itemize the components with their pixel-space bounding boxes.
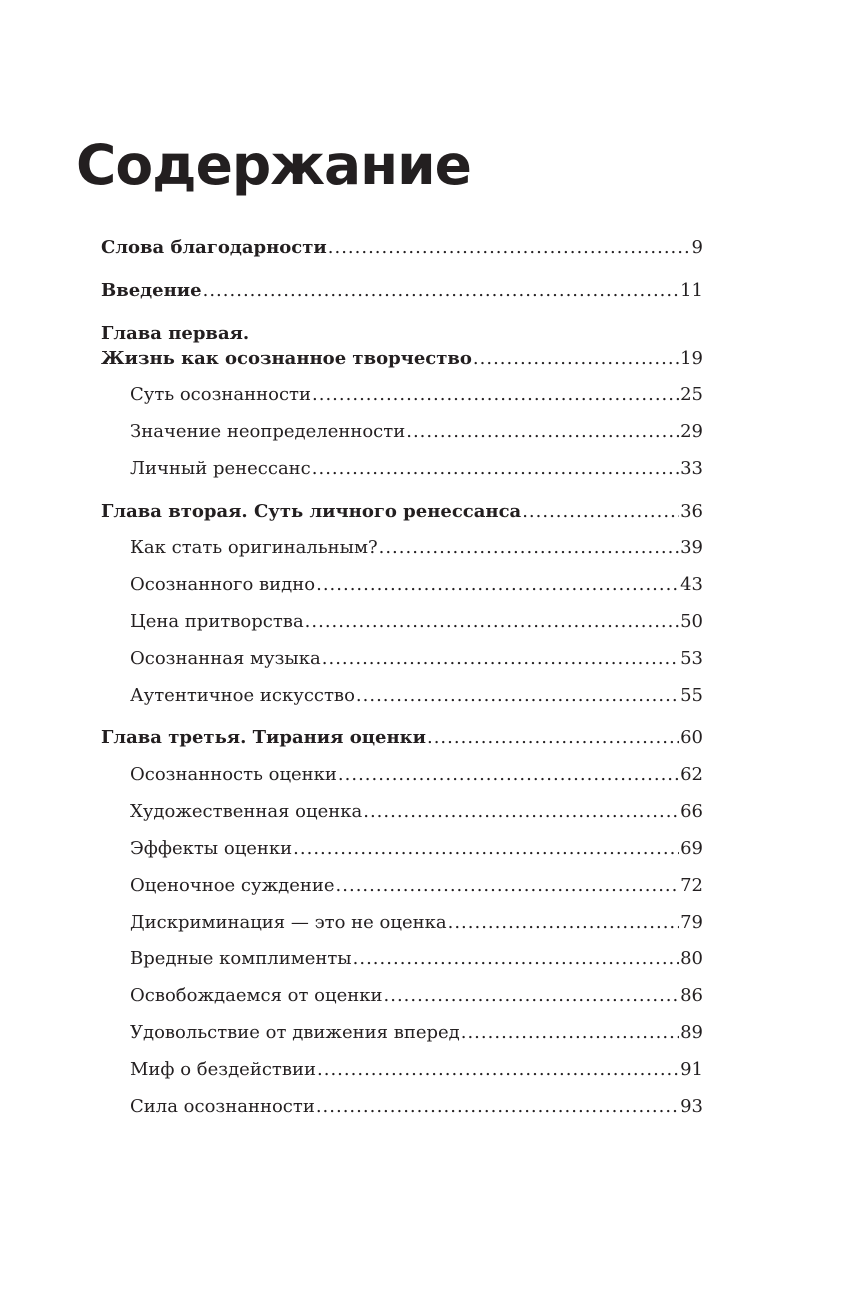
toc-entry-label: Слова благодарности [101, 237, 327, 258]
toc-entry[interactable] [130, 684, 703, 708]
toc-entry-page: 25 [680, 384, 703, 405]
toc-entry-label: Значение неопределенности [130, 421, 406, 442]
toc-entry-label: Введение [101, 280, 202, 301]
toc-entry[interactable] [130, 800, 703, 824]
toc-entry-page: 80 [680, 948, 703, 969]
leader-dots [363, 800, 679, 824]
toc-entry-label: Дискриминация — это не оценка [130, 912, 447, 933]
toc-entry-label: Художественная оценка [130, 801, 363, 822]
toc-entry[interactable] [130, 947, 703, 971]
toc-entry[interactable] [130, 984, 703, 1008]
toc-entry[interactable] [130, 647, 703, 671]
toc-entry-label: Оценочное суждение [130, 875, 335, 896]
toc-entry[interactable] [130, 573, 703, 597]
leader-dots [353, 947, 679, 971]
toc-entry[interactable] [130, 763, 703, 787]
toc-entry-label: Вредные комплименты [130, 948, 352, 969]
toc-entry-page: 93 [680, 1096, 703, 1117]
toc-entry-acknowledgements[interactable] [101, 236, 703, 260]
leader-dots [336, 874, 680, 898]
leader-dots [448, 911, 680, 935]
toc-entry[interactable] [130, 457, 703, 481]
toc-entry-page: 50 [680, 611, 703, 632]
toc-entry-label: Аутентичное искусство [130, 685, 355, 706]
toc-entry-page: 53 [680, 648, 703, 669]
leader-dots [328, 236, 691, 260]
leader-dots [312, 383, 679, 407]
toc-entry-page: 69 [680, 838, 703, 859]
toc-entry-page: 39 [680, 537, 703, 558]
toc-entry-page: 60 [680, 727, 703, 748]
toc-entry-page: 33 [680, 458, 703, 479]
leader-dots [312, 457, 679, 481]
leader-dots [384, 984, 680, 1008]
toc-entry[interactable] [130, 383, 703, 407]
toc-entry-label: Сила осознанности [130, 1096, 315, 1117]
leader-dots [317, 1058, 679, 1082]
leader-dots [316, 1095, 679, 1119]
leader-dots [473, 347, 679, 371]
toc-entry-label: Личный ренессанс [130, 458, 311, 479]
leader-dots [356, 684, 679, 708]
leader-dots [305, 610, 679, 634]
toc-entry[interactable] [130, 1021, 703, 1045]
toc-entry-page: 19 [680, 348, 703, 369]
toc-entry-label: Миф о бездействии [130, 1059, 317, 1080]
leader-dots [316, 573, 679, 597]
toc-entry-chapter-two[interactable] [101, 500, 703, 524]
toc-entry[interactable] [130, 610, 703, 634]
toc-entry-page: 79 [680, 912, 703, 933]
toc-entry-label: Осознанная музыка [130, 648, 321, 669]
toc-entry-page: 11 [680, 280, 703, 301]
toc-entry-label: Глава третья. Тирания оценки [101, 727, 426, 748]
toc-entry[interactable] [130, 874, 703, 898]
toc-entry-page: 55 [680, 685, 703, 706]
toc-entry[interactable] [130, 420, 703, 444]
leader-dots [322, 647, 679, 671]
toc-entry[interactable] [130, 911, 703, 935]
toc-entry-label: Суть осознанности [130, 384, 312, 405]
toc-entry-page: 86 [680, 985, 703, 1006]
toc-entry-label: Осознанного видно [130, 574, 316, 595]
leader-dots [293, 837, 679, 861]
toc-entry-label: Глава вторая. Суть личного ренессанса [101, 501, 522, 522]
toc-entry-page: 91 [680, 1059, 703, 1080]
leader-dots [379, 536, 679, 560]
toc-entry-page: 72 [680, 875, 703, 896]
toc-entry-page: 62 [680, 764, 703, 785]
toc-entry-label: Освобождаемся от оценки [130, 985, 383, 1006]
toc-entry-page: 9 [691, 237, 703, 258]
toc-entry-label: Цена притворства [130, 611, 304, 632]
leader-dots [461, 1021, 679, 1045]
toc-entry[interactable] [130, 837, 703, 861]
toc-entry-chapter-one[interactable] [101, 347, 703, 371]
toc-entry-label: Удовольствие от движения вперед [130, 1022, 460, 1043]
toc-entry-page: 36 [680, 501, 703, 522]
toc-entry-page: 29 [680, 421, 703, 442]
toc-entry-label: Эффекты оценки [130, 838, 293, 859]
toc-entry-page: 66 [680, 801, 703, 822]
leader-dots [406, 420, 679, 444]
chapter-one-heading: Глава первая. [101, 323, 250, 344]
toc-entry-introduction[interactable] [101, 279, 703, 303]
leader-dots [203, 279, 679, 303]
toc-entry-page: 43 [680, 574, 703, 595]
toc-entry[interactable] [130, 1058, 703, 1082]
toc-entry[interactable] [130, 536, 703, 560]
toc-entry-chapter-three[interactable] [101, 726, 703, 750]
toc-entry[interactable] [130, 1095, 703, 1119]
leader-dots [338, 763, 679, 787]
leader-dots [427, 726, 679, 750]
toc-entry-label: Жизнь как осознанное творчество [101, 348, 472, 369]
page-title: Содержание [76, 133, 471, 197]
toc-entry-label: Как стать оригинальным? [130, 537, 378, 558]
leader-dots [522, 500, 679, 524]
toc-entry-page: 89 [680, 1022, 703, 1043]
toc-entry-label: Осознанность оценки [130, 764, 337, 785]
